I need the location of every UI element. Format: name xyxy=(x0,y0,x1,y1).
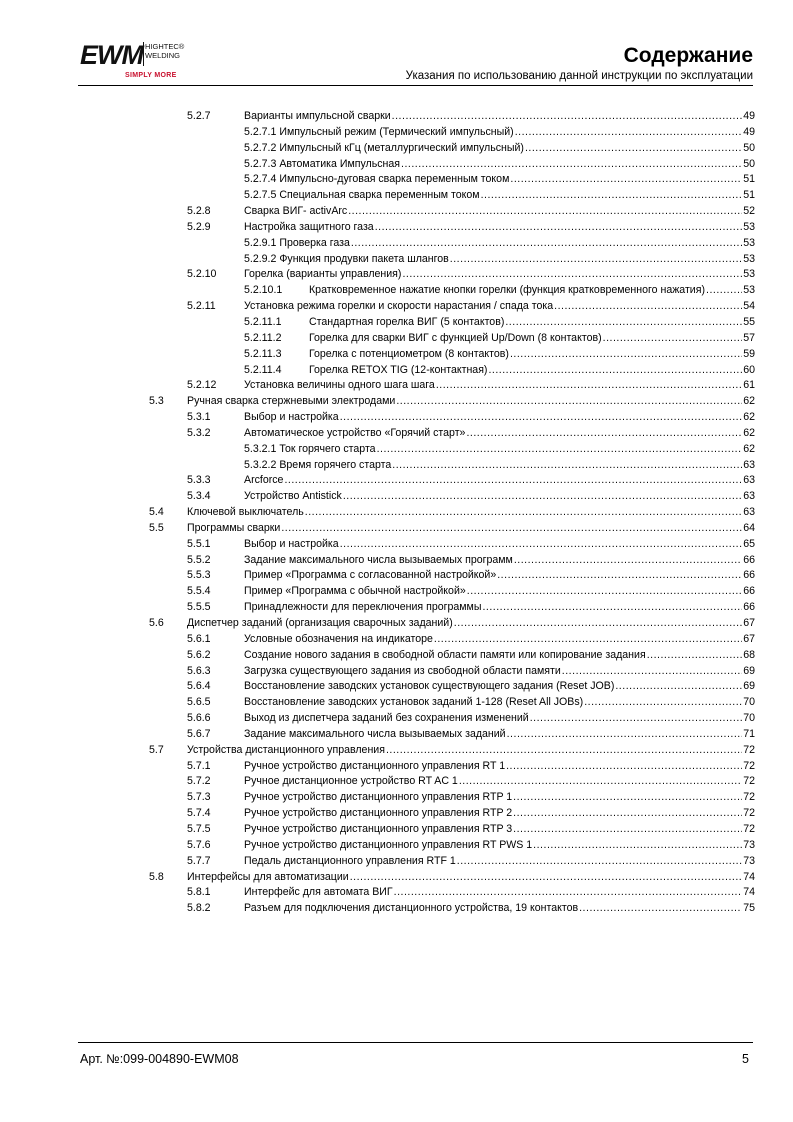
toc-entry[interactable] xyxy=(0,711,793,727)
toc-entry-page: 66 xyxy=(743,569,755,582)
toc-entry-title: Устройство Antistick xyxy=(244,490,342,503)
toc-entry-title: Установка величины одного шага шага xyxy=(244,379,435,392)
logo-tagline: SIMPLY MORE xyxy=(125,72,177,79)
toc-entry-page: 69 xyxy=(743,664,755,677)
toc-entry-page: 57 xyxy=(743,331,755,344)
toc-leader-dots xyxy=(394,885,743,901)
toc-leader-dots xyxy=(584,695,742,711)
toc-entry-number: 5.3.1 xyxy=(187,411,211,424)
toc-entry-page: 60 xyxy=(743,363,755,376)
toc-entry[interactable] xyxy=(0,109,793,125)
toc-entry-page: 67 xyxy=(743,617,755,629)
toc-entry-number: 5.2.11.1 xyxy=(244,315,282,328)
toc-entry-title: Автоматическое устройство «Горячий старт» xyxy=(244,426,466,439)
toc-entry-title: Ручное устройство дистанционного управления RTP 1 xyxy=(244,791,513,804)
toc-entry-title: Ручное дистанционное устройство RT AC 1 xyxy=(244,775,458,788)
toc-leader-dots xyxy=(525,141,742,157)
toc-entry[interactable] xyxy=(0,505,793,521)
toc-leader-dots xyxy=(579,901,742,917)
toc-entry[interactable] xyxy=(0,315,793,331)
toc-entry-page: 64 xyxy=(743,521,755,534)
toc-leader-dots xyxy=(467,584,742,600)
toc-entry-title: Выход из диспетчера заданий без сохранения изменений xyxy=(244,712,529,725)
toc-entry-number: 5.3.3 xyxy=(187,474,211,487)
toc-entry-title: Выбор и настройка xyxy=(244,411,339,424)
toc-leader-dots xyxy=(457,854,742,870)
toc-entry-page: 59 xyxy=(743,347,755,360)
toc-entry[interactable] xyxy=(0,331,793,347)
toc-entry-title: Принадлежности для переключения программы xyxy=(244,601,482,614)
toc-entry[interactable] xyxy=(0,727,793,743)
toc-entry-page: 63 xyxy=(743,490,755,503)
toc-entry[interactable] xyxy=(0,410,793,426)
toc-entry[interactable] xyxy=(0,854,793,870)
toc-leader-dots xyxy=(615,679,742,695)
toc-leader-dots xyxy=(647,648,743,664)
toc-entry-title: 5.2.7.5 Специальная сварка переменным током xyxy=(244,189,480,202)
toc-entry[interactable] xyxy=(0,157,793,173)
toc-entry-number: 5.2.7 xyxy=(187,110,211,122)
toc-entry-page: 72 xyxy=(743,759,755,772)
toc-entry[interactable] xyxy=(0,664,793,680)
toc-entry[interactable] xyxy=(0,394,793,410)
toc-entry-page: 53 xyxy=(743,252,755,265)
toc-leader-dots xyxy=(513,806,742,822)
toc-entry-title: Ключевой выключатель xyxy=(187,506,304,519)
toc-entry-title: 5.3.2.1 Ток горячего старта xyxy=(244,442,376,455)
toc-entry[interactable] xyxy=(0,347,793,363)
toc-leader-dots xyxy=(401,157,742,173)
toc-entry-page: 53 xyxy=(743,220,755,233)
toc-entry-number: 5.5.3 xyxy=(187,569,211,582)
toc-leader-dots xyxy=(482,600,742,616)
page-title: Содержание xyxy=(623,44,753,67)
toc-entry-number: 5.6.1 xyxy=(187,632,211,645)
toc-entry-page: 72 xyxy=(743,822,755,835)
toc-entry-number: 5.2.11.3 xyxy=(244,347,282,360)
toc-entry[interactable] xyxy=(0,568,793,584)
toc-entry-number: 5.8.2 xyxy=(187,902,211,915)
toc-leader-dots xyxy=(375,220,743,236)
toc-entry[interactable] xyxy=(0,648,793,664)
toc-entry-page: 53 xyxy=(743,236,755,249)
toc-entry-number: 5.2.11.4 xyxy=(244,363,282,376)
toc-entry[interactable] xyxy=(0,489,793,505)
toc-entry-page: 51 xyxy=(743,189,755,202)
toc-entry-number: 5.6.4 xyxy=(187,680,211,693)
toc-entry-number: 5.7.4 xyxy=(187,807,211,820)
article-number: Арт. №:099-004890-EWM08 xyxy=(80,1052,239,1066)
toc-entry[interactable] xyxy=(0,299,793,315)
toc-entry-page: 66 xyxy=(743,585,755,598)
toc-leader-dots xyxy=(505,315,742,331)
toc-entry-title: 5.3.2.2 Время горячего старта xyxy=(244,458,392,471)
toc-entry-number: 5.6.2 xyxy=(187,648,211,661)
toc-entry-title: Ручное устройство дистанционного управления RT 1 xyxy=(244,759,506,772)
toc-entry-title: Варианты импульсной сварки xyxy=(244,110,391,122)
toc-entry[interactable] xyxy=(0,220,793,236)
toc-entry-number: 5.5.4 xyxy=(187,585,211,598)
toc-entry[interactable] xyxy=(0,679,793,695)
toc-entry-title: Горелка RETOX TIG (12-контактная) xyxy=(309,363,488,376)
toc-leader-dots xyxy=(305,505,742,521)
toc-entry[interactable] xyxy=(0,236,793,252)
toc-entry-title: Разъем для подключения дистанционного устройства, 19 контактов xyxy=(244,902,579,915)
toc-entry-number: 5.3.4 xyxy=(187,490,211,503)
toc-entry-title: 5.2.7.3 Автоматика Импульсная xyxy=(244,157,401,170)
toc-entry-title: Устройства дистанционного управления xyxy=(187,743,385,756)
toc-entry-number: 5.6 xyxy=(149,617,164,629)
toc-entry-page: 62 xyxy=(743,426,755,439)
toc-entry[interactable] xyxy=(0,774,793,790)
toc-leader-dots xyxy=(340,537,743,553)
toc-leader-dots xyxy=(603,331,743,347)
toc-entry-page: 66 xyxy=(743,601,755,614)
toc-entry-number: 5.2.10.1 xyxy=(244,284,283,297)
toc-leader-dots xyxy=(392,109,743,125)
toc-leader-dots xyxy=(436,378,742,394)
toc-entry-page: 74 xyxy=(743,886,755,899)
toc-entry[interactable] xyxy=(0,252,793,268)
toc-entry-page: 75 xyxy=(743,902,755,915)
toc-entry-title: 5.2.7.2 Импульсный кГц (металлургический импульсный) xyxy=(244,141,524,154)
toc-leader-dots xyxy=(281,521,742,537)
toc-entry[interactable] xyxy=(0,267,793,283)
toc-entry[interactable] xyxy=(0,790,793,806)
toc-entry[interactable] xyxy=(0,172,793,188)
toc-entry-page: 69 xyxy=(743,680,755,693)
toc-entry-title: Пример «Программа с согласованной настройкой» xyxy=(244,569,497,582)
toc-entry-number: 5.3 xyxy=(149,395,164,408)
toc-entry-title: Восстановление заводских установок заданий 1-128 (Reset All JOBs) xyxy=(244,696,584,709)
toc-entry[interactable] xyxy=(0,584,793,600)
toc-entry-number: 5.4 xyxy=(149,506,164,519)
toc-leader-dots xyxy=(454,616,742,632)
toc-entry-page: 63 xyxy=(743,458,755,471)
logo-ewm-text: EWM xyxy=(80,40,143,70)
page-number: 5 xyxy=(742,1052,749,1066)
toc-entry-number: 5.2.8 xyxy=(187,205,211,218)
toc-entry-page: 62 xyxy=(743,395,755,408)
toc-leader-dots xyxy=(351,236,742,252)
toc-entry-title: Горелка с потенциометром (8 контактов) xyxy=(309,347,509,360)
toc-entry-page: 50 xyxy=(743,141,755,154)
toc-entry[interactable] xyxy=(0,743,793,759)
toc-leader-dots xyxy=(514,553,742,569)
toc-entry[interactable] xyxy=(0,473,793,489)
toc-entry[interactable] xyxy=(0,616,793,632)
logo-divider xyxy=(143,42,144,66)
toc-entry-title: Сварка ВИГ- activArc xyxy=(244,205,348,218)
toc-entry-title: Горелка (варианты управления) xyxy=(244,268,402,281)
toc-entry[interactable] xyxy=(0,426,793,442)
toc-entry-page: 53 xyxy=(743,284,755,297)
toc-entry-title: Кратковременное нажатие кнопки горелки (функция кратковременного нажатия) xyxy=(309,284,705,297)
toc-entry[interactable] xyxy=(0,283,793,299)
toc-entry-number: 5.5.5 xyxy=(187,601,211,614)
toc-entry-page: 70 xyxy=(743,696,755,709)
toc-entry[interactable] xyxy=(0,822,793,838)
toc-entry-title: 5.2.7.1 Импульсный режим (Термический импульсный) xyxy=(244,125,514,138)
toc-entry[interactable] xyxy=(0,806,793,822)
table-of-contents xyxy=(0,109,793,917)
toc-leader-dots xyxy=(515,125,743,141)
toc-entry-number: 5.7.1 xyxy=(187,759,211,772)
toc-entry-title: Задание максимального числа вызываемых заданий xyxy=(244,727,506,740)
toc-entry-page: 55 xyxy=(743,315,755,328)
toc-entry-number: 5.2.12 xyxy=(187,379,217,392)
toc-entry[interactable] xyxy=(0,600,793,616)
toc-entry-number: 5.7 xyxy=(149,743,164,756)
toc-entry[interactable] xyxy=(0,204,793,220)
toc-entry-title: Условные обозначения на индикаторе xyxy=(244,632,433,645)
toc-entry-title: Arcforce xyxy=(244,474,284,487)
toc-leader-dots xyxy=(466,426,742,442)
toc-entry-page: 65 xyxy=(743,537,755,550)
toc-entry-page: 72 xyxy=(743,743,755,756)
toc-entry-page: 61 xyxy=(743,379,755,392)
toc-entry-page: 73 xyxy=(743,854,755,867)
toc-entry-number: 5.5.1 xyxy=(187,537,211,550)
toc-entry[interactable] xyxy=(0,188,793,204)
toc-entry[interactable] xyxy=(0,363,793,379)
toc-entry-number: 5.8 xyxy=(149,870,164,883)
toc-entry-title: 5.2.9.2 Функция продувки пакета шлангов xyxy=(244,252,449,265)
toc-entry[interactable] xyxy=(0,521,793,537)
toc-entry-page: 49 xyxy=(743,125,755,138)
toc-entry-number: 5.7.7 xyxy=(187,854,211,867)
toc-entry-title: Выбор и настройка xyxy=(244,537,339,550)
toc-entry[interactable] xyxy=(0,632,793,648)
toc-leader-dots xyxy=(284,473,742,489)
toc-entry-page: 63 xyxy=(743,506,755,519)
toc-entry-title: Интерфейсы для автоматизации xyxy=(187,870,349,883)
footer-divider xyxy=(78,1042,753,1043)
toc-entry-page: 73 xyxy=(743,838,755,851)
toc-leader-dots xyxy=(386,743,742,759)
toc-entry[interactable] xyxy=(0,125,793,141)
toc-entry-number: 5.6.5 xyxy=(187,696,211,709)
toc-entry-page: 62 xyxy=(743,442,755,455)
toc-leader-dots xyxy=(488,363,742,379)
toc-entry[interactable] xyxy=(0,695,793,711)
page-subtitle: Указания по использованию данной инструкции по эксплуатации xyxy=(405,70,753,82)
toc-entry-title: Ручное устройство дистанционного управления RT PWS 1 xyxy=(244,838,533,851)
toc-entry-title: Программы сварки xyxy=(187,521,281,534)
toc-entry-number: 5.8.1 xyxy=(187,886,211,899)
toc-entry[interactable] xyxy=(0,458,793,474)
company-logo xyxy=(80,38,200,84)
toc-entry[interactable] xyxy=(0,141,793,157)
toc-leader-dots xyxy=(513,822,742,838)
toc-entry-title: Ручное устройство дистанционного управления RTP 3 xyxy=(244,822,513,835)
toc-entry-number: 5.2.11.2 xyxy=(244,331,282,344)
toc-entry[interactable] xyxy=(0,553,793,569)
toc-entry[interactable] xyxy=(0,442,793,458)
toc-entry-number: 5.7.5 xyxy=(187,822,211,835)
toc-entry-title: Горелка для сварки ВИГ с функцией Up/Down (8 контактов) xyxy=(309,331,602,344)
toc-leader-dots xyxy=(506,759,742,775)
toc-entry-page: 74 xyxy=(743,870,755,883)
toc-leader-dots xyxy=(392,458,742,474)
toc-entry-title: Диспетчер заданий (организация сварочных заданий) xyxy=(187,617,453,629)
toc-entry-number: 5.7.6 xyxy=(187,838,211,851)
toc-entry-number: 5.3.2 xyxy=(187,426,211,439)
toc-leader-dots xyxy=(510,172,742,188)
toc-entry-number: 5.2.11 xyxy=(187,300,216,313)
toc-leader-dots xyxy=(481,188,743,204)
toc-entry-page: 66 xyxy=(743,553,755,566)
toc-leader-dots xyxy=(554,299,742,315)
toc-entry-title: Настройка защитного газа xyxy=(244,220,374,233)
toc-entry-page: 72 xyxy=(743,791,755,804)
toc-entry-page: 71 xyxy=(743,727,755,740)
toc-entry-page: 53 xyxy=(743,268,755,281)
toc-entry[interactable] xyxy=(0,901,793,917)
toc-entry-number: 5.6.7 xyxy=(187,727,211,740)
toc-entry[interactable] xyxy=(0,870,793,886)
toc-entry-page: 67 xyxy=(743,632,755,645)
toc-entry-number: 5.7.3 xyxy=(187,791,211,804)
toc-entry-title: Ручное устройство дистанционного управления RTP 2 xyxy=(244,807,513,820)
toc-entry-page: 72 xyxy=(743,807,755,820)
toc-entry[interactable] xyxy=(0,759,793,775)
toc-entry-page: 50 xyxy=(743,157,755,170)
toc-entry-number: 5.5 xyxy=(149,521,164,534)
toc-entry-page: 52 xyxy=(743,205,755,218)
toc-leader-dots xyxy=(706,283,742,299)
toc-entry-title: Загрузка существующего задания из свободной области памяти xyxy=(244,664,561,677)
toc-entry-title: Установка режима горелки и скорости нарастания / спада тока xyxy=(244,300,554,313)
toc-leader-dots xyxy=(507,727,743,743)
toc-entry[interactable] xyxy=(0,885,793,901)
toc-entry-title: Создание нового задания в свободной области памяти или копирование задания xyxy=(244,648,646,661)
toc-leader-dots xyxy=(510,347,742,363)
toc-entry-page: 68 xyxy=(743,648,755,661)
toc-entry[interactable] xyxy=(0,838,793,854)
toc-leader-dots xyxy=(513,790,742,806)
toc-leader-dots xyxy=(562,664,742,680)
toc-entry-page: 70 xyxy=(743,712,755,725)
toc-leader-dots xyxy=(340,410,743,426)
logo-hightec-text: HIGHTEC® WELDING xyxy=(145,42,185,60)
toc-leader-dots xyxy=(396,394,742,410)
header-divider xyxy=(78,85,753,86)
toc-entry-page: 72 xyxy=(743,775,755,788)
toc-leader-dots xyxy=(459,774,742,790)
toc-entry-page: 63 xyxy=(743,474,755,487)
toc-entry-number: 5.5.2 xyxy=(187,553,211,566)
toc-entry-page: 49 xyxy=(743,110,755,122)
toc-entry-number: 5.2.10 xyxy=(187,268,217,281)
toc-entry[interactable] xyxy=(0,378,793,394)
toc-leader-dots xyxy=(343,489,742,505)
toc-entry-title: Ручная сварка стержневыми электродами xyxy=(187,395,396,408)
toc-leader-dots xyxy=(350,870,743,886)
toc-entry-title: Восстановление заводских установок существующего задания (Reset JOB) xyxy=(244,680,615,693)
toc-entry-title: Интерфейс для автомата ВИГ xyxy=(244,886,393,899)
toc-leader-dots xyxy=(533,838,742,854)
toc-entry-title: Задание максимального числа вызываемых программ xyxy=(244,553,513,566)
toc-entry-number: 5.2.9 xyxy=(187,220,211,233)
toc-leader-dots xyxy=(434,632,742,648)
toc-leader-dots xyxy=(348,204,742,220)
toc-entry-page: 51 xyxy=(743,173,755,186)
toc-leader-dots xyxy=(497,568,742,584)
toc-entry-number: 5.6.3 xyxy=(187,664,211,677)
toc-entry-title: 5.2.9.1 Проверка газа xyxy=(244,236,350,249)
toc-leader-dots xyxy=(450,252,742,268)
toc-leader-dots xyxy=(377,442,743,458)
toc-entry[interactable] xyxy=(0,537,793,553)
toc-entry-number: 5.7.2 xyxy=(187,775,211,788)
toc-entry-page: 54 xyxy=(743,300,755,313)
toc-entry-page: 62 xyxy=(743,411,755,424)
toc-entry-number: 5.6.6 xyxy=(187,712,211,725)
toc-entry-title: 5.2.7.4 Импульсно-дуговая сварка переменным током xyxy=(244,173,510,186)
toc-entry-title: Пример «Программа с обычной настройкой» xyxy=(244,585,466,598)
toc-entry-title: Педаль дистанционного управления RTF 1 xyxy=(244,854,456,867)
toc-entry-title: Стандартная горелка ВИГ (5 контактов) xyxy=(309,315,505,328)
toc-leader-dots xyxy=(402,267,742,283)
toc-leader-dots xyxy=(530,711,742,727)
